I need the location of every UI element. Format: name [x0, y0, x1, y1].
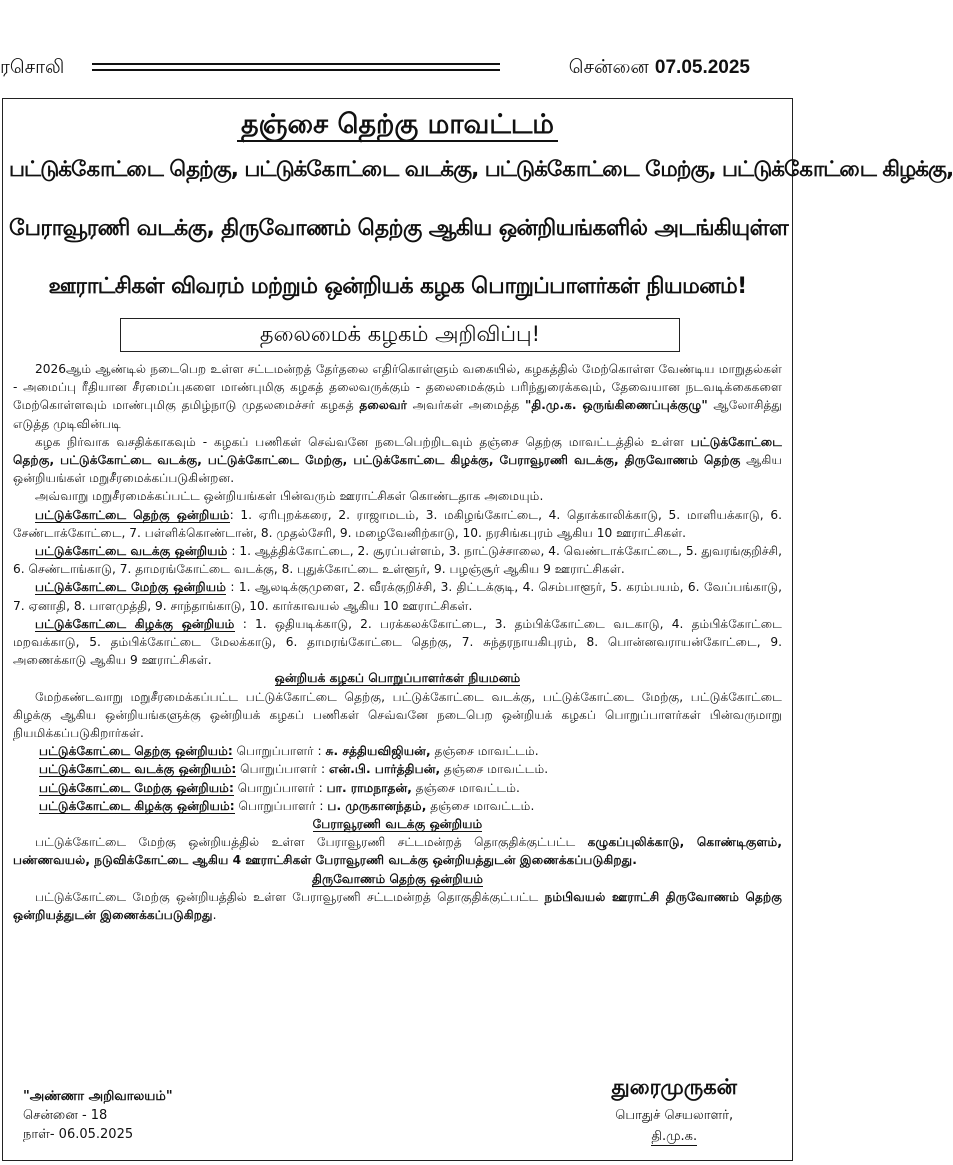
appointment-union: பட்டுக்கோட்டை கிழக்கு ஒன்றியம்: [39, 798, 235, 813]
section-thiruvonam [13, 870, 782, 888]
appointment-north [13, 760, 782, 778]
district-title: தஞ்சை தெற்கு மாவட்டம் [237, 109, 558, 142]
issuer-address [23, 1087, 173, 1144]
thiruvonam-text-end: . [212, 908, 217, 923]
appointee-district: தஞ்சை மாவட்டம். [411, 780, 520, 795]
appointee-name: என்.பி. பார்த்திபன், [328, 762, 441, 777]
appointee-district: தஞ்சை மாவட்டம். [430, 744, 539, 759]
intro-leader: தலைவர் [359, 398, 407, 413]
headline-line-3: ஊராட்சிகள் விவரம் மற்றும் ஒன்றியக் கழக பொறுப்பாளர்கள் நியமனம்! [48, 274, 747, 299]
committee-name: "தி.மு.க. ஒருங்கிணைப்புக்குழு" [524, 398, 708, 413]
peravurani-paragraph [13, 833, 782, 869]
newspaper-name: ரசொலி [0, 56, 65, 78]
section-appointments-title: ஒன்றியக் கழகப் பொறுப்பாளர்கள் நியமனம் [274, 671, 521, 686]
signature-block [611, 1075, 737, 1146]
paragraph-villages-intro: அவ்வாறு மறுசீரமைக்கப்பட்ட ஒன்றியங்கள் பின்வரும் ஊராட்சிகள் கொண்டதாக அமையும். [35, 489, 544, 504]
section-peravurani [13, 815, 782, 833]
paragraph-intro [13, 360, 782, 433]
appointee-name: ப. முருகானந்தம், [327, 798, 427, 813]
masthead-rule [92, 63, 500, 71]
appointment-west [13, 779, 782, 797]
signatory-name: துரைமுருகன் [611, 1075, 737, 1099]
intro-text-2: அவர்கள் அமைத்த [407, 398, 525, 413]
headline-line-1: பட்டுக்கோட்டை தெற்கு, பட்டுக்கோட்டை வடக்கு, பட்டுக்கோட்டை மேற்கு, பட்டுக்கோட்டை கிழக்கு, [9, 157, 953, 182]
union-west-title: பட்டுக்கோட்டை மேற்கு ஒன்றியம் [35, 580, 227, 595]
masthead [0, 52, 800, 82]
issue-date: நாள்- 06.05.2025 [23, 1127, 134, 1142]
signatory-role: பொதுச் செயலாளர், [615, 1108, 734, 1123]
appointment-union: பட்டுக்கோட்டை வடக்கு ஒன்றியம்: [39, 762, 237, 777]
announcement-label: தலைமைக் கழகம் அறிவிப்பு! [120, 318, 680, 352]
dateline [569, 56, 750, 81]
appointment-east [13, 797, 782, 815]
union-north-title: பட்டுக்கோட்டை வடக்கு ஒன்றியம் [35, 544, 228, 559]
paragraph-restructure [13, 433, 782, 488]
appointment-role: பொறுப்பாளர் : [233, 780, 327, 795]
union-east-list [13, 615, 782, 670]
restructure-text-2: ஆகிய ஒன்றியங்கள் மறுசீரமைக்கப்படுகின்றன. [13, 453, 782, 486]
district-title-wrap [3, 109, 792, 144]
thiruvonam-paragraph [13, 888, 782, 924]
appointment-union: பட்டுக்கோட்டை தெற்கு ஒன்றியம்: [39, 744, 233, 759]
appointee-name: பா. ராமநாதன், [326, 780, 412, 795]
headline-line-2: பேராவூரணி வடக்கு, திருவோணம் தெற்கு ஆகிய ஒன்றியங்களில் அடங்கியுள்ள [9, 216, 789, 241]
appointee-district: தஞ்சை மாவட்டம். [426, 798, 535, 813]
appointment-south [13, 742, 782, 760]
signatory-party: தி.மு.க. [651, 1129, 698, 1144]
peravurani-text: பட்டுக்கோட்டை மேற்கு ஒன்றியத்தில் உள்ள பேராவூரணி சட்டமன்றத் தொகுதிக்குட்பட்ட [35, 835, 588, 850]
union-north-villages: : 1. ஆத்திக்கோட்டை, 2. சூரப்பள்ளம், 3. நாட்டுச்சாலை, 4. வெண்டாக்கோட்டை, 5. துவரங்குறிச்சி, 6. செண்டாங்காடு, 7. தாமரங்கோட்டை வடக்கு, 8. புதுக்கோட்டை உள்ளூர், 9. பழஞ்சூர் ஆகிய 9 ஊராட்சிகள். [13, 544, 782, 577]
dateline-date: 07.05.2025 [654, 57, 750, 78]
section-appointments [13, 669, 782, 687]
restructure-unions: பட்டுக்கோட்டை தெற்கு, பட்டுக்கோட்டை வடக்கு, பட்டுக்கோட்டை மேற்கு, பட்டுக்கோட்டை கிழக்கு, பேராவூரணி வடக்கு, திருவோணம் தெற்கு [13, 434, 782, 468]
appointment-role: பொறுப்பாளர் : [234, 798, 328, 813]
notice-box [2, 98, 953, 1161]
section-thiruvonam-title: திருவோணம் தெற்கு ஒன்றியம் [311, 871, 484, 886]
union-south-list [13, 506, 782, 542]
notice-body [13, 360, 782, 924]
union-south-title: பட்டுக்கோட்டை தெற்கு ஒன்றியம் [35, 507, 230, 522]
union-east-title: பட்டுக்கோட்டை கிழக்கு ஒன்றியம் [35, 616, 235, 631]
union-east-villages: : 1. ஒதியடிக்காடு, 2. பரக்கலக்கோட்டை, 3. தம்பிக்கோட்டை வடகாடு, 4. தம்பிக்கோட்டை மறவக்காடு, 5. தம்பிக்கோட்டை மேலக்காடு, 6. தாமரங்கோட்டை தெற்கு, 7. சுந்தரநாயகிபுரம், 8. பொன்னவராயன்கோட்டை, 9. அணைக்காடு ஆகிய 9 ஊராட்சிகள். [13, 616, 782, 668]
office-city: சென்னை - 18 [23, 1108, 108, 1123]
appointee-district: தஞ்சை மாவட்டம். [440, 762, 549, 777]
thiruvonam-text: பட்டுக்கோட்டை மேற்கு ஒன்றியத்தில் உள்ள பேராவூரணி சட்டமன்றத் தொகுதிக்குட்பட்ட [35, 889, 545, 904]
appointment-union: பட்டுக்கோட்டை மேற்கு ஒன்றியம்: [39, 780, 234, 795]
appointment-role: பொறுப்பாளர் : [236, 762, 329, 777]
office-name: "அண்ணா அறிவாலயம்" [23, 1089, 173, 1104]
appointment-role: பொறுப்பாளர் : [232, 744, 326, 759]
union-west-villages: : 1. ஆலடிக்குமுளை, 2. வீரக்குறிச்சி, 3. திட்டக்குடி, 4. செம்பாளூர், 5. கரம்பயம், 6. வேப்பங்காடு, 7. ஏனாதி, 8. பாளமுத்தி, 9. சாந்தாங்காடு, 10. கார்காவயல் ஆகிய 10 ஊராட்சிகள். [13, 580, 782, 613]
appointments-intro: மேற்கண்டவாறு மறுசீரமைக்கப்பட்ட பட்டுக்கோட்டை தெற்கு, பட்டுக்கோட்டை வடக்கு, பட்டுக்கோட்டை மேற்கு, பட்டுக்கோட்டை கிழக்கு ஆகிய ஒன்றியங்களுக்கு ஒன்றியக் கழகப் பணிகள் செவ்வனே நடைபெற ஒன்றியக் கழகப் பொறுப்பாளர்கள் பின்வருமாறு நியமிக்கப்படுகிறார்கள். [13, 689, 782, 741]
appointee-name: சு. சத்தியவிஜியன், [325, 744, 431, 759]
restructure-text: கழக நிர்வாக வசதிக்காகவும் - கழகப் பணிகள் செவ்வனே நடைபெற்றிடவும் தஞ்சை தெற்கு மாவட்டத்தில் உள்ள [35, 434, 691, 449]
intro-text: 2026ஆம் ஆண்டில் நடைபெற உள்ள சட்டமன்றத் தேர்தலை எதிர்கொள்ளும் வகையில், கழகத்தில் மேற்கொள்ள வேண்டிய மாறுதல்கள் - அமைப்பு ரீதியான சீரமைப்புகளை மாண்புமிகு கழகத் தலைவருக்கும் - தலைமைக்கும் பரிந்துரைக்கவும், தேவையான நடவடிக்கைகளை மேற்கொள்ளவும் மாண்புமிகு தமிழ்நாடு முதலமைச்சர் கழகத் [13, 362, 782, 413]
dateline-city: சென்னை [568, 56, 649, 78]
intro-text-3: ஆலோசித்து எடுத்த முடிவின்படி [13, 398, 782, 431]
union-north-list [13, 542, 782, 578]
section-peravurani-title: பேராவூரணி வடக்கு ஒன்றியம் [312, 817, 483, 832]
union-south-villages: : 1. ஏரிபுறக்கரை, 2. ராஜாமடம், 3. மகிழங்கோட்டை, 4. தொக்காலிக்காடு, 5. மாளியக்காடு, 6. சேண்டாக்கோட்டை, 7. பள்ளிக்கொண்டான், 8. முதல்சேரி, 9. மழைவேனிற்காடு, 10. நரசிங்கபுரம் ஆகிய 10 ஊராட்சிகள். [13, 507, 782, 540]
peravurani-villages: கழுகப்புலிக்காடு, கொண்டிகுளம், பண்ணவயல், நடுவிக்கோட்டை ஆகிய 4 ஊராட்சிகள் பேராவூரணி வடக்கு ஒன்றியத்துடன் இணைக்கப்படுகிறது. [13, 835, 782, 868]
union-west-list [13, 578, 782, 614]
thiruvonam-village: நம்பிவயல் ஊராட்சி திருவோணம் தெற்கு ஒன்றியத்துடன் இணைக்கப்படுகிறது [13, 889, 782, 923]
